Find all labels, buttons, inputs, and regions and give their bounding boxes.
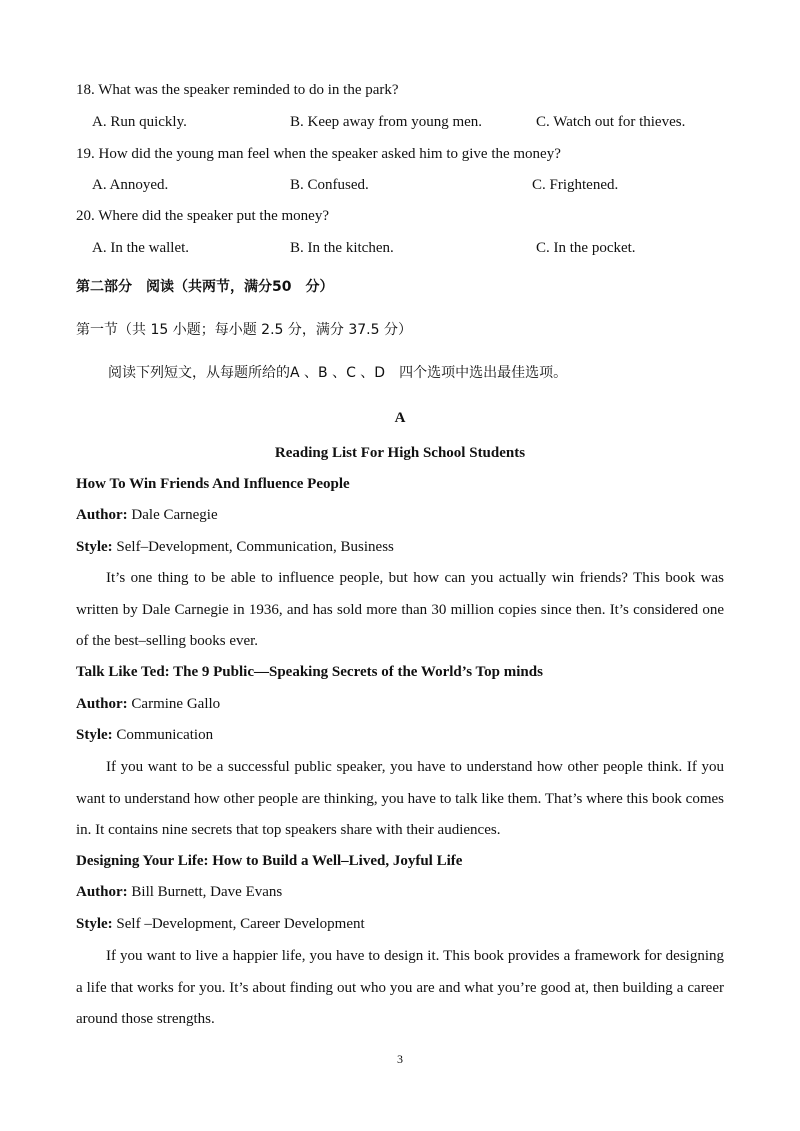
- part2-heading: 第二部分 阅读（共两节，满分50 分）: [76, 279, 334, 295]
- book-1-author-name: Dale Carnegie: [131, 507, 218, 523]
- style-label: Style:: [76, 539, 113, 555]
- author-label: Author:: [76, 696, 128, 712]
- question-20-option-c: C. In the pocket.: [536, 240, 636, 256]
- question-18-option-c: C. Watch out for thieves.: [536, 114, 686, 130]
- book-2-style: [76, 727, 213, 744]
- book-1-style-value: Self–Development, Communication, Business: [116, 539, 394, 555]
- book-2-style-value: Communication: [116, 727, 214, 743]
- style-label: Style:: [76, 727, 113, 743]
- question-19-option-c: C. Frightened.: [532, 177, 619, 193]
- book-1-title: How To Win Friends And Influence People: [76, 476, 350, 492]
- author-label: Author:: [76, 884, 128, 900]
- question-18-stem: 18. What was the speaker reminded to do in the park?: [76, 82, 399, 98]
- question-18-option-a: A. Run quickly.: [92, 114, 187, 130]
- question-20-option-b: B. In the kitchen.: [290, 240, 394, 256]
- passage-letter: A: [394, 410, 406, 426]
- book-3-style: [76, 916, 365, 933]
- book-1-style: [76, 539, 394, 556]
- reading-instruction: 阅读下列短文，从每题所给的A 、B 、C 、D 四个选项中选出最佳选项。: [108, 365, 568, 381]
- author-label: Author:: [76, 507, 128, 523]
- question-19-option-a: A. Annoyed.: [92, 177, 169, 193]
- book-1-description: It’s one thing to be able to influence people, but how can you actually win friends? This book was written by Dale Carnegie in 1936, and has sold more than 30 million copies since then. It’s considered one of the best–selling books ever.: [76, 570, 724, 650]
- question-20-stem: 20. Where did the speaker put the money?: [76, 208, 329, 224]
- book-2-author-name: Carmine Gallo: [131, 696, 221, 712]
- question-18-option-b: B. Keep away from young men.: [290, 114, 483, 130]
- book-3-style-value: Self –Development, Career Development: [116, 916, 365, 932]
- book-3-title: Designing Your Life: How to Build a Well–Lived, Joyful Life: [76, 853, 463, 869]
- book-1-author: [76, 507, 218, 524]
- book-3-author-name: Bill Burnett, Dave Evans: [131, 884, 283, 900]
- question-20-option-a: A. In the wallet.: [92, 240, 190, 256]
- book-2-title: Talk Like Ted: The 9 Public—Speaking Secrets of the World’s Top minds: [76, 664, 543, 680]
- question-19-stem: 19. How did the young man feel when the speaker asked him to give the money?: [76, 146, 561, 162]
- page-number: 3: [397, 1052, 403, 1066]
- passage-title: Reading List For High School Students: [274, 445, 526, 461]
- book-3-author: [76, 884, 282, 901]
- style-label: Style:: [76, 916, 113, 932]
- book-3-description: If you want to live a happier life, you have to design it. This book provides a framework for designing a life that works for you. It’s about finding out who you are and what you’re good at, then building a career around those strengths.: [76, 948, 724, 1028]
- book-2-description: If you want to be a successful public speaker, you have to understand how other people think. If you want to understand how other people are thinking, you have to talk like them. That’s where this book comes in. It contains nine secrets that top speakers share with their audiences.: [76, 759, 724, 839]
- question-19-option-b: B. Confused.: [290, 177, 369, 193]
- section1-heading: 第一节（共 15 小题；每小题 2.5 分，满分 37.5 分）: [76, 322, 412, 338]
- book-2-author: [76, 696, 220, 713]
